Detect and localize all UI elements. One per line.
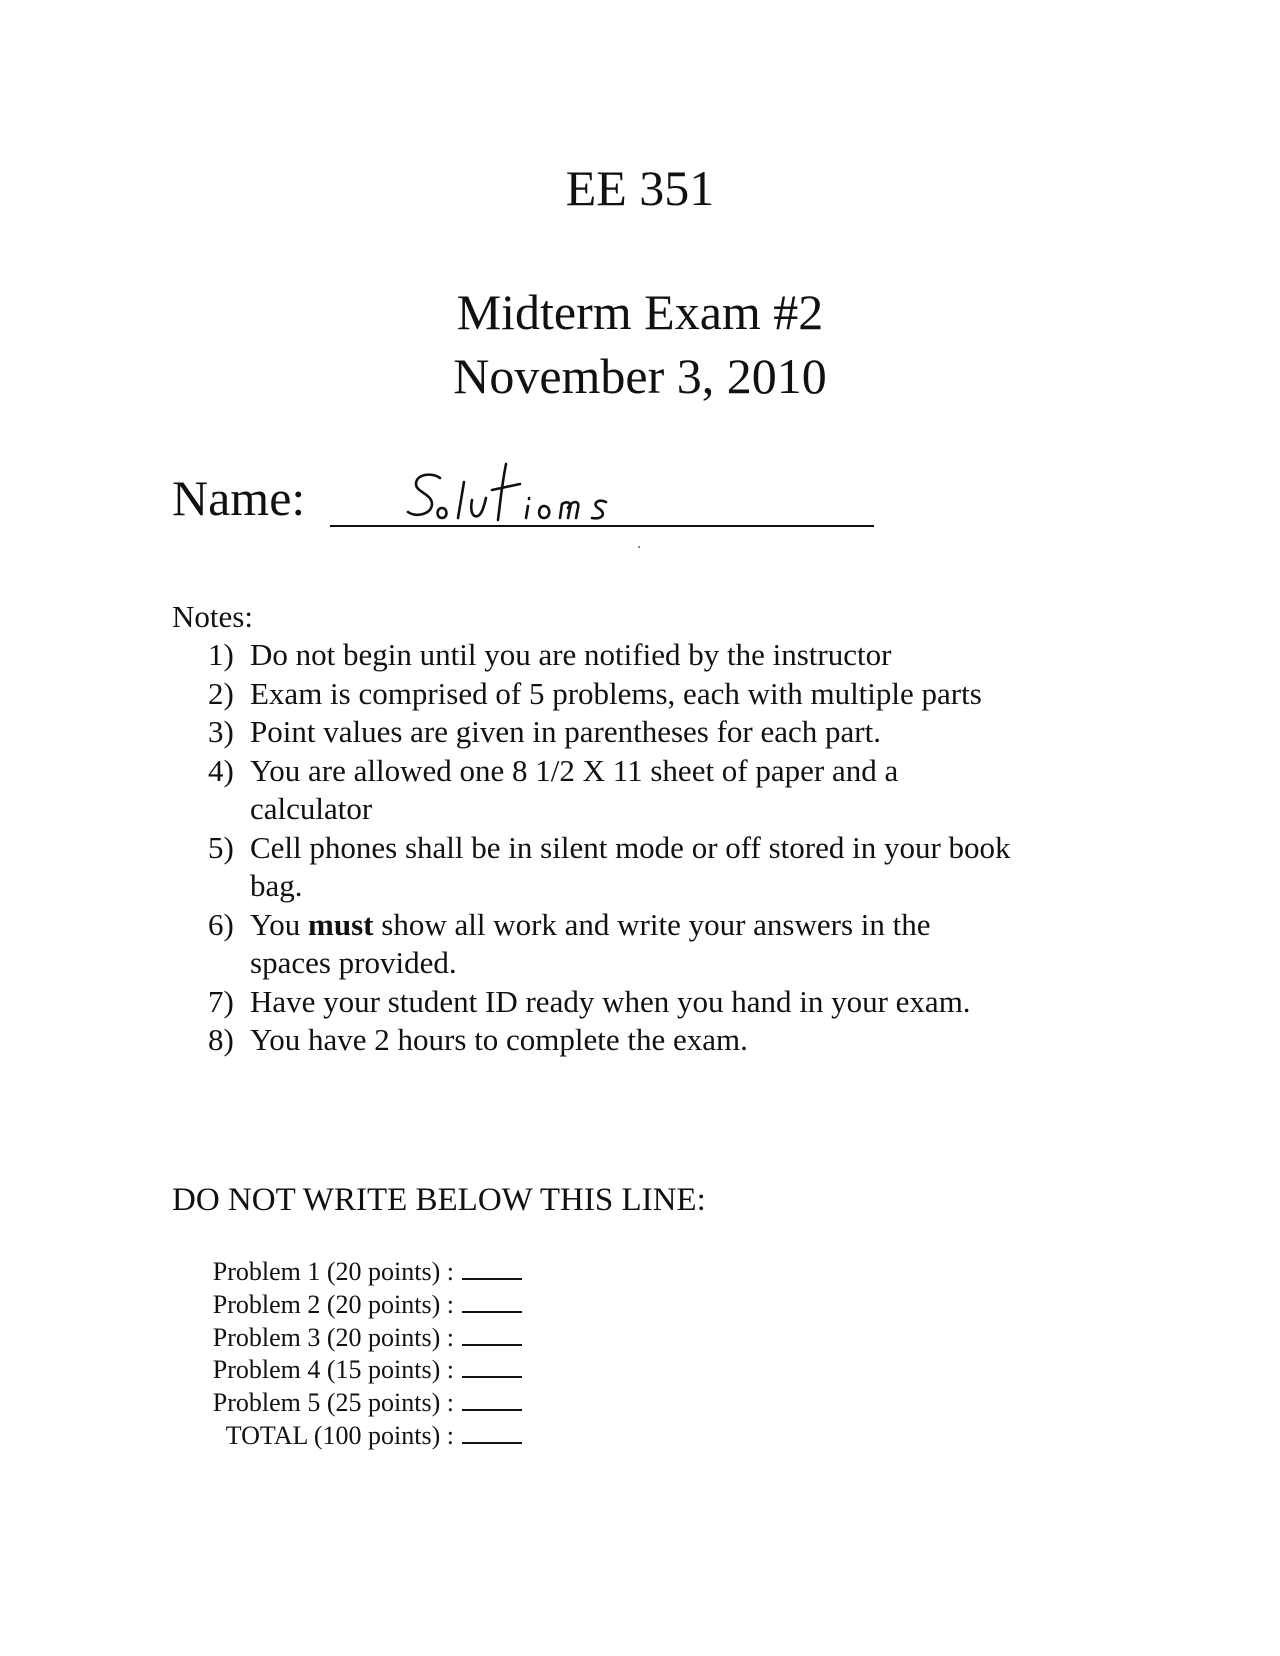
score-label: Problem 1 (20 points) : bbox=[212, 1257, 454, 1286]
handwritten-solutions-signature bbox=[402, 456, 642, 536]
score-table bbox=[172, 1256, 522, 1453]
note-item bbox=[172, 636, 1092, 675]
note-item bbox=[172, 906, 1092, 983]
exam-date: November 3, 2010 bbox=[453, 348, 827, 404]
note-text: You are allowed one 8 1/2 X 11 sheet of paper and a calculator bbox=[250, 752, 899, 826]
notes-section bbox=[172, 598, 1092, 1060]
score-label: Problem 4 (15 points) : bbox=[212, 1355, 454, 1385]
score-blank bbox=[462, 1289, 522, 1313]
score-label: Problem 3 (20 points) : bbox=[212, 1322, 454, 1352]
note-text: show all work and write your answers in the spaces provided. bbox=[250, 906, 931, 980]
score-blank bbox=[462, 1420, 522, 1444]
note-number: 8) bbox=[208, 1022, 234, 1057]
note-text: Exam is comprised of 5 problems, each with multiple parts bbox=[250, 675, 982, 711]
note-number: 4) bbox=[208, 752, 234, 788]
note-text: You bbox=[250, 906, 309, 942]
note-number: 7) bbox=[208, 983, 234, 1019]
score-row bbox=[172, 1289, 522, 1322]
score-label: Problem 2 (20 points) : bbox=[212, 1289, 454, 1319]
note-text: Have your student ID ready when you hand in your exam. bbox=[250, 983, 971, 1019]
notes-list bbox=[172, 636, 1092, 1060]
note-item bbox=[172, 983, 1092, 1022]
score-row bbox=[172, 1256, 522, 1289]
note-text: You have 2 hours to complete the exam. bbox=[250, 1022, 748, 1057]
score-row bbox=[172, 1322, 522, 1355]
note-emphasis: must bbox=[308, 906, 374, 942]
note-text: Do not begin until you are notified by the instructor bbox=[250, 637, 892, 672]
note-item bbox=[172, 752, 1092, 829]
score-blank bbox=[462, 1322, 522, 1346]
scan-speck bbox=[638, 546, 640, 548]
course-code: EE 351 bbox=[565, 160, 715, 216]
note-text: Point values are given in parentheses for each part. bbox=[250, 714, 881, 749]
note-text: Cell phones shall be in silent mode or off stored in your book bag. bbox=[250, 829, 1011, 903]
score-row bbox=[172, 1387, 522, 1420]
note-number: 3) bbox=[208, 714, 234, 749]
exam-title: Midterm Exam #2 bbox=[456, 284, 824, 340]
notes-heading: Notes: bbox=[172, 599, 253, 634]
score-row bbox=[172, 1354, 522, 1387]
score-blank bbox=[462, 1387, 522, 1411]
do-not-write-heading: DO NOT WRITE BELOW THIS LINE: bbox=[172, 1182, 706, 1218]
note-number: 5) bbox=[208, 829, 234, 865]
note-number: 2) bbox=[208, 675, 234, 711]
score-label: Problem 5 (25 points) : bbox=[212, 1388, 454, 1418]
score-row-total bbox=[172, 1420, 522, 1453]
score-blank bbox=[462, 1256, 522, 1280]
score-label: TOTAL (100 points) : bbox=[225, 1420, 454, 1450]
note-number: 6) bbox=[208, 906, 234, 942]
note-item bbox=[172, 675, 1092, 714]
note-item bbox=[172, 713, 1092, 752]
name-label: Name: bbox=[172, 470, 306, 526]
note-number: 1) bbox=[208, 637, 234, 672]
note-item bbox=[172, 829, 1092, 906]
note-item bbox=[172, 1021, 1092, 1060]
score-blank bbox=[462, 1354, 522, 1378]
